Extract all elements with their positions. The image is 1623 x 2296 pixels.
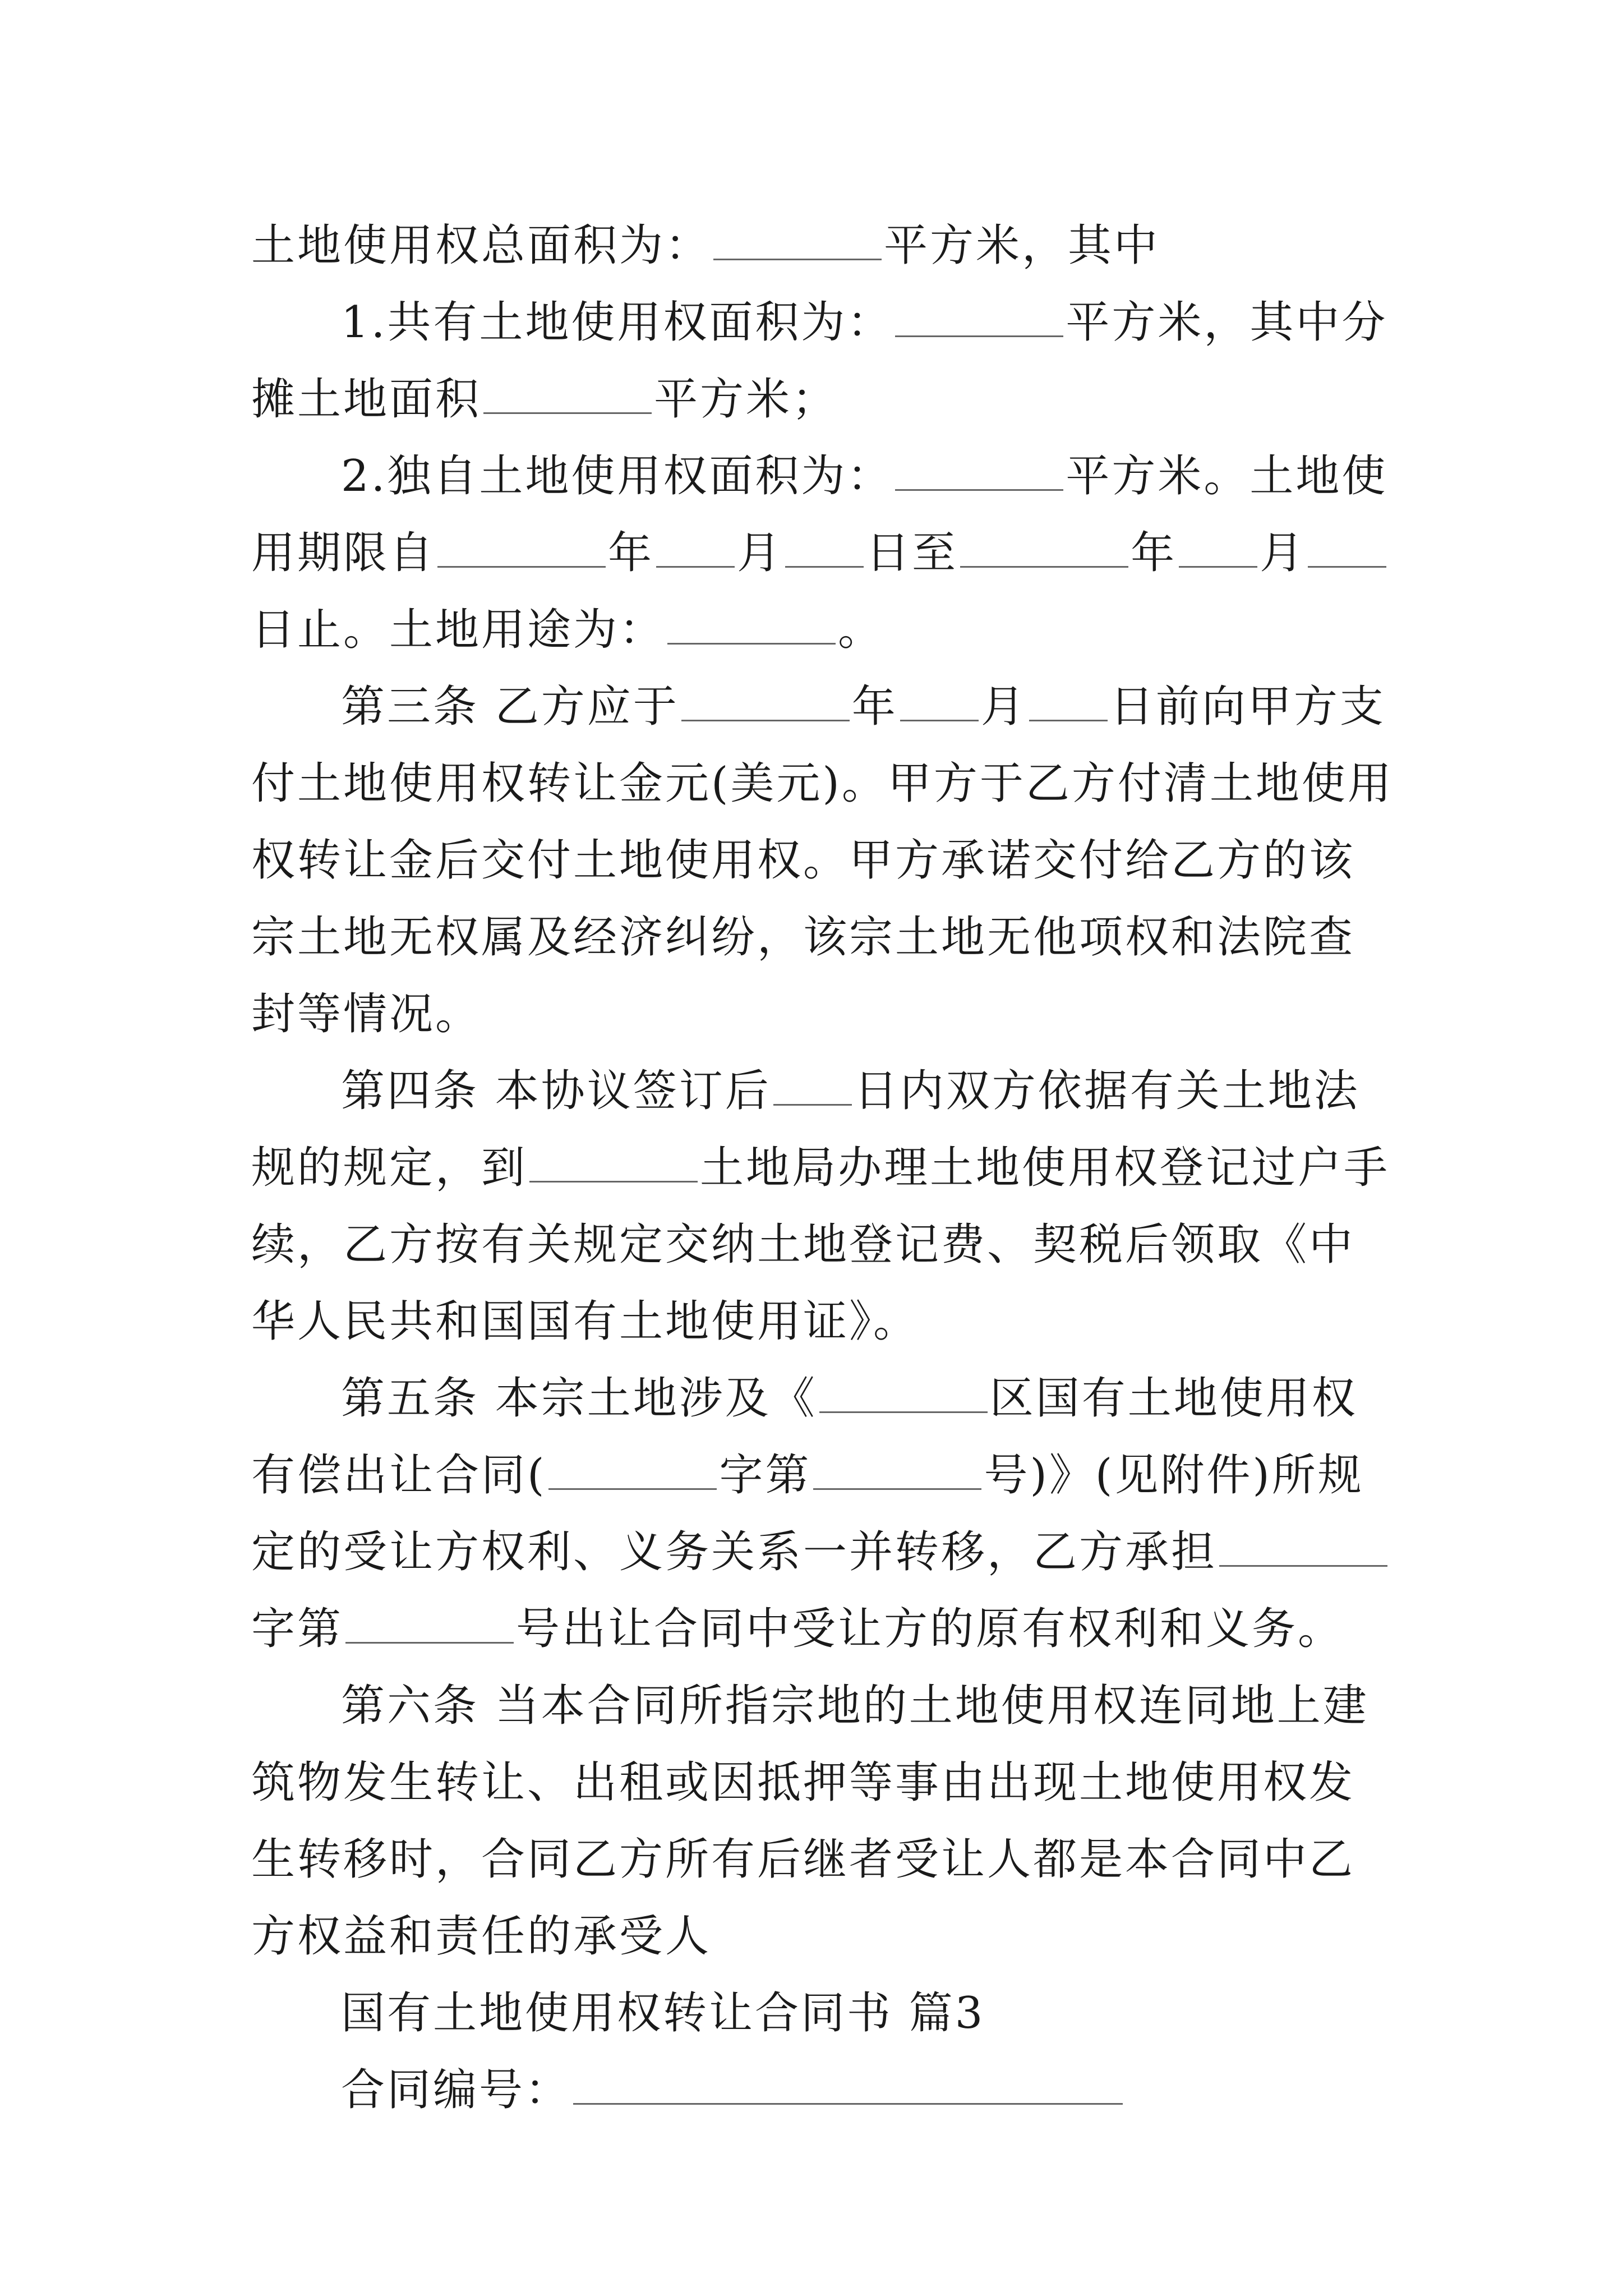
blank-field[interactable] xyxy=(548,1447,717,1490)
text-segment: 合同编号： xyxy=(341,2065,571,2115)
blank-field[interactable] xyxy=(483,371,652,414)
blank-field[interactable] xyxy=(813,1447,981,1490)
paragraph-article-5 xyxy=(251,1360,1395,1668)
section-heading xyxy=(251,1975,1395,2052)
paragraph-article-6 xyxy=(251,1668,1395,1975)
paragraph-contract-number xyxy=(251,2052,1395,2129)
blank-field[interactable] xyxy=(819,1370,988,1413)
blank-field[interactable] xyxy=(1179,524,1257,568)
text-segment: 日内双方依据有关土地法规的规定，到 xyxy=(251,1066,1360,1193)
text-segment: 土地使用权总面积为： xyxy=(251,220,712,271)
blank-field[interactable] xyxy=(713,217,882,260)
text-segment: 第六条 当本合同所指宗地的土地使用权连同地上建筑物发生转让、出租或因抵押等事由出现土地使用权发生转移时，合同乙方所有后继者受让人都是本合同中乙方权益和责任的承受人 xyxy=(251,1681,1369,1962)
blank-field[interactable] xyxy=(895,294,1063,337)
text-segment: 字第 xyxy=(719,1450,811,1501)
paragraph-shared-area xyxy=(251,284,1395,438)
text-segment: 日至 xyxy=(866,528,958,578)
document-body xyxy=(251,208,1395,2129)
text-segment: 年 xyxy=(608,528,654,578)
blank-field[interactable] xyxy=(529,1139,698,1182)
text-segment: 号出让合同中受让方的原有权利和义务。 xyxy=(516,1604,1344,1654)
text-segment: 月 xyxy=(980,682,1027,732)
blank-field[interactable] xyxy=(1219,1524,1387,1567)
text-segment: 。 xyxy=(838,605,884,655)
blank-field[interactable] xyxy=(900,678,979,721)
text-segment: 月 xyxy=(737,528,783,578)
paragraph-article-4 xyxy=(251,1053,1395,1360)
text-segment: 土地局办理土地使用权登记过户手续，乙方按有关规定交纳土地登记费、契税后领取《中华人民共和国国有土地使用证》。 xyxy=(251,1143,1390,1347)
text-segment: 第三条 乙方应于 xyxy=(341,682,679,732)
text-segment: 平方米，其中 xyxy=(884,220,1160,271)
blank-field[interactable] xyxy=(1308,524,1386,568)
blank-field[interactable] xyxy=(960,524,1128,568)
blank-field[interactable] xyxy=(773,1062,852,1106)
blank-field[interactable] xyxy=(785,524,864,568)
blank-field[interactable] xyxy=(1029,678,1108,721)
blank-field[interactable] xyxy=(681,678,850,721)
text-segment: 日止。土地用途为： xyxy=(251,605,666,655)
paragraph-exclusive-area xyxy=(251,438,1395,669)
blank-field[interactable] xyxy=(667,601,836,645)
text-segment: 2.独自土地使用权面积为： xyxy=(341,451,893,501)
text-segment: 1.共有土地使用权面积为： xyxy=(341,297,893,348)
paragraph-total-area xyxy=(251,208,1395,284)
text-segment: 月 xyxy=(1260,528,1306,578)
text-segment: 日前向甲方支付土地使用权转让金元(美元)。甲方于乙方付清土地使用权转让金后交付土地使用权。甲方承诺交付给乙方的该宗土地无权属及经济纠纷，该宗土地无他项权和法院查封等情况。 xyxy=(251,682,1394,1039)
contract-number-field[interactable] xyxy=(573,2062,1123,2105)
text-segment: 年 xyxy=(1131,528,1177,578)
blank-field[interactable] xyxy=(656,524,735,568)
text-segment: 第四条 本协议签订后 xyxy=(341,1066,771,1116)
text-segment: 国有土地使用权转让合同书 篇3 xyxy=(341,1988,985,2039)
text-segment: 区国有土地使用权有偿出让合同( xyxy=(251,1373,1358,1501)
blank-field[interactable] xyxy=(345,1600,514,1644)
text-segment: 平方米，其中分摊土地面积 xyxy=(251,297,1388,425)
paragraph-article-3 xyxy=(251,669,1395,1053)
text-segment: 平方米。土地使用期限自 xyxy=(251,451,1388,578)
blank-field[interactable] xyxy=(437,524,606,568)
text-segment: 号)》(见附件)所规定的受让方权利、义务关系一并转移，乙方承担 xyxy=(251,1450,1364,1577)
text-segment: 第五条 本宗土地涉及《 xyxy=(341,1373,817,1424)
text-segment: 字第 xyxy=(251,1604,344,1654)
text-segment: 平方米； xyxy=(654,374,838,425)
blank-field[interactable] xyxy=(895,448,1063,491)
text-segment: 年 xyxy=(851,682,898,732)
